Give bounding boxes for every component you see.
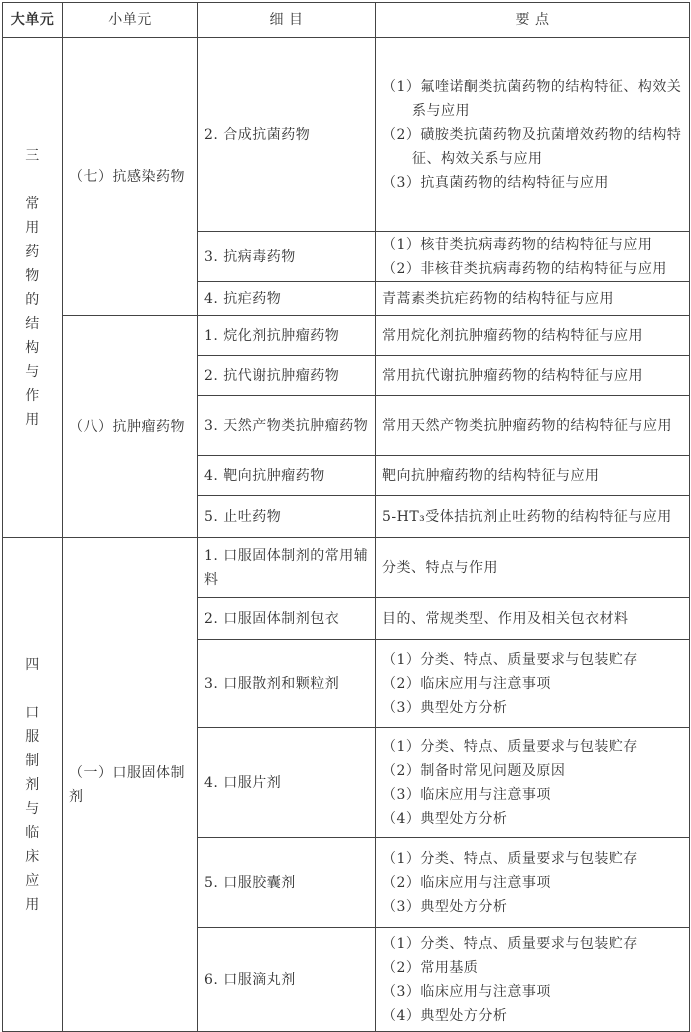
point-item: 常用烷化剂抗肿瘤药物的结构特征与应用 — [382, 327, 643, 344]
point-item: 常用抗代谢抗肿瘤药物的结构特征与应用 — [382, 367, 643, 384]
big-unit-title-char: 口 — [25, 704, 40, 721]
table-row — [3, 316, 690, 356]
detail-cell: 1. 口服固体制剂的常用辅料 — [198, 538, 376, 598]
point-item: （2）非核苷类抗病毒药物的结构特征与应用 — [382, 260, 667, 277]
detail-cell: 2. 抗代谢抗肿瘤药物 — [198, 356, 376, 396]
point-item: （2）制备时常见问题及原因 — [382, 762, 566, 779]
points-cell — [376, 838, 690, 928]
points-cell — [376, 640, 690, 728]
point-item: 靶向抗肿瘤药物的结构特征与应用 — [382, 467, 600, 484]
header-small-unit: 小单元 — [63, 3, 198, 38]
big-unit-title-char: 物 — [25, 267, 40, 284]
big-unit-cell — [3, 38, 63, 538]
detail-cell: 6. 口服滴丸剂 — [198, 928, 376, 1032]
points-cell — [376, 282, 690, 316]
big-unit-title-char: 临 — [25, 824, 40, 841]
detail-cell: 4. 靶向抗肿瘤药物 — [198, 456, 376, 496]
points-cell — [376, 38, 690, 232]
big-unit-title-char: 床 — [25, 848, 40, 865]
points-cell — [376, 598, 690, 640]
points-cell — [376, 316, 690, 356]
big-unit-title-char: 与 — [25, 800, 40, 817]
detail-cell: 3. 口服散剂和颗粒剂 — [198, 640, 376, 728]
small-unit-cell: （一）口服固体制剂 — [63, 538, 198, 1032]
point-item: （3）抗真菌药物的结构特征与应用 — [382, 174, 609, 191]
big-unit-title-char: 用 — [25, 411, 40, 428]
header-big-unit: 大单元 — [3, 3, 63, 38]
point-item: 分类、特点与作用 — [382, 559, 498, 576]
point-item: 5-HT₃受体拮抗剂止吐药物的结构特征与应用 — [382, 508, 672, 525]
point-item: （3）典型处方分析 — [382, 898, 508, 915]
points-cell — [376, 538, 690, 598]
detail-cell: 2. 口服固体制剂包衣 — [198, 598, 376, 640]
points-cell — [376, 396, 690, 456]
big-unit-number: 四 — [25, 656, 40, 673]
syllabus-table — [2, 2, 690, 1032]
detail-cell: 5. 口服胶囊剂 — [198, 838, 376, 928]
table-body — [3, 38, 690, 1032]
point-item: （1）核苷类抗病毒药物的结构特征与应用 — [382, 236, 653, 253]
points-cell — [376, 356, 690, 396]
points-cell — [376, 928, 690, 1032]
point-item: （1）分类、特点、质量要求与包装贮存 — [382, 651, 638, 668]
points-cell — [376, 496, 690, 538]
table-row — [3, 538, 690, 598]
point-item: 目的、常规类型、作用及相关包衣材料 — [382, 610, 629, 627]
point-item: （3）临床应用与注意事项 — [382, 983, 551, 1000]
points-cell — [376, 728, 690, 838]
header-detail: 细 目 — [198, 3, 376, 38]
big-unit-title-char: 与 — [25, 363, 40, 380]
point-item: （1）分类、特点、质量要求与包装贮存 — [382, 738, 638, 755]
detail-cell: 1. 烷化剂抗肿瘤药物 — [198, 316, 376, 356]
point-item: （2）磺胺类抗菌药物及抗菌增效药物的结构特征、构效关系与应用 — [382, 126, 682, 167]
big-unit-title-char: 的 — [25, 291, 40, 308]
big-unit-title-char: 剂 — [25, 776, 40, 793]
point-item: （2）临床应用与注意事项 — [382, 874, 551, 891]
point-item: （2）常用基质 — [382, 959, 479, 976]
big-unit-title-char: 应 — [25, 872, 40, 889]
big-unit-title-char: 作 — [25, 387, 40, 404]
big-unit-title-char: 构 — [25, 339, 40, 356]
point-item: （4）典型处方分析 — [382, 810, 508, 827]
points-cell — [376, 232, 690, 282]
point-item: （1）分类、特点、质量要求与包装贮存 — [382, 935, 638, 952]
points-cell — [376, 456, 690, 496]
point-item: （1）氟喹诺酮类抗菌药物的结构特征、构效关系与应用 — [382, 78, 682, 119]
point-item: （3）临床应用与注意事项 — [382, 786, 551, 803]
detail-cell: 4. 抗疟药物 — [198, 282, 376, 316]
big-unit-title-char: 用 — [25, 219, 40, 236]
big-unit-title-char: 服 — [25, 728, 40, 745]
point-item: 青蒿素类抗疟药物的结构特征与应用 — [382, 290, 614, 307]
point-item: （3）典型处方分析 — [382, 699, 508, 716]
point-item: 常用天然产物类抗肿瘤药物的结构特征与应用 — [382, 417, 672, 434]
detail-cell: 2. 合成抗菌药物 — [198, 38, 376, 232]
point-item: （1）分类、特点、质量要求与包装贮存 — [382, 850, 638, 867]
point-item: （4）典型处方分析 — [382, 1007, 508, 1024]
big-unit-title-char: 常 — [25, 195, 40, 212]
detail-cell: 5. 止吐药物 — [198, 496, 376, 538]
big-unit-title-char: 用 — [25, 896, 40, 913]
big-unit-cell — [3, 538, 63, 1032]
header-points: 要 点 — [376, 3, 690, 38]
big-unit-title-char: 制 — [25, 752, 40, 769]
detail-cell: 3. 抗病毒药物 — [198, 232, 376, 282]
point-item: （2）临床应用与注意事项 — [382, 675, 551, 692]
big-unit-title-char: 药 — [25, 243, 40, 260]
header-row — [3, 3, 690, 38]
small-unit-cell: （七）抗感染药物 — [63, 38, 198, 316]
detail-cell: 3. 天然产物类抗肿瘤药物 — [198, 396, 376, 456]
big-unit-title-char: 结 — [25, 315, 40, 332]
big-unit-number: 三 — [25, 147, 40, 164]
detail-cell: 4. 口服片剂 — [198, 728, 376, 838]
small-unit-cell: （八）抗肿瘤药物 — [63, 316, 198, 538]
table-row — [3, 38, 690, 232]
